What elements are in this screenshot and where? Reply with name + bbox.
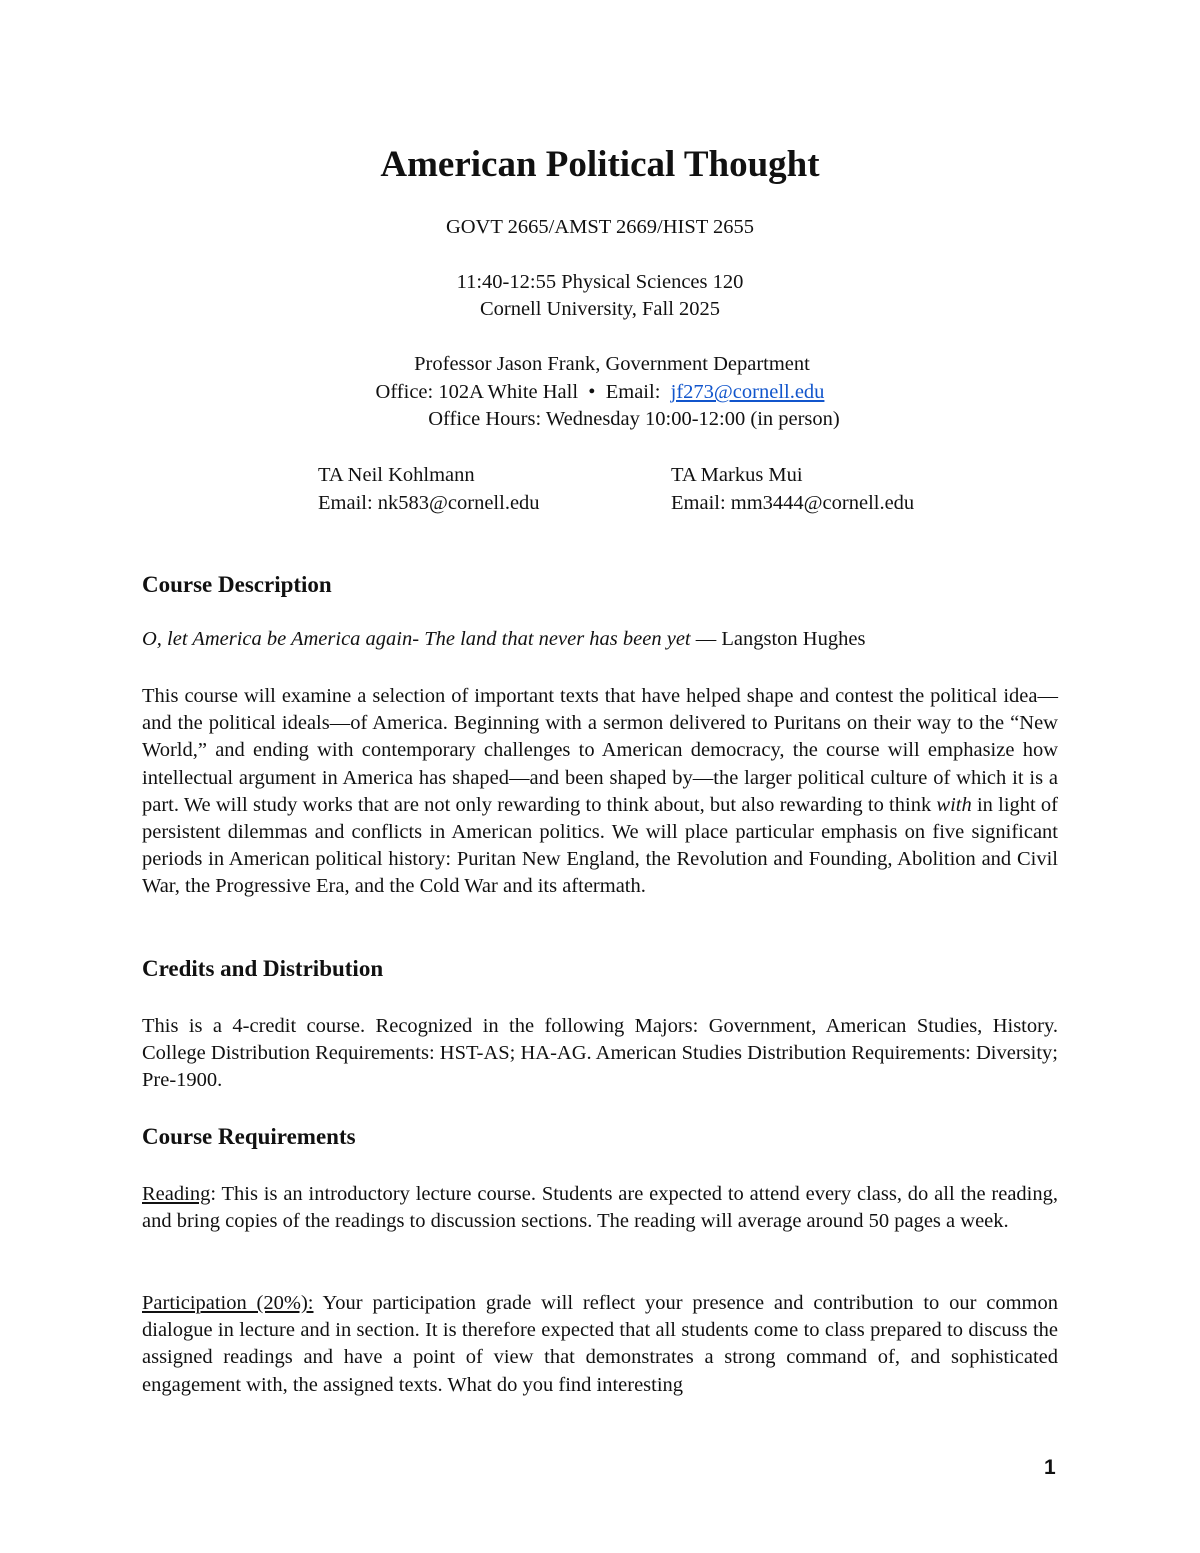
page-title: American Political Thought <box>380 144 820 185</box>
course-codes: GOVT 2665/AMST 2669/HIST 2655 <box>445 216 755 238</box>
participation-label: Participation (20%): <box>142 1292 314 1314</box>
credits-heading: Credits and Distribution <box>142 956 384 981</box>
course-description-heading: Course Description <box>142 572 332 597</box>
ta2-name: TA Markus Mui <box>671 464 803 486</box>
epigraph-quote: O, let America be America again- The land that never has been yet <box>142 628 691 650</box>
university-term: Cornell University, Fall 2025 <box>479 298 721 320</box>
description-part2: in light of persistent dilemmas and conflicts in American politics. We will place particular emphasis on five significant periods in American political history: Puritan New England, the Revolution and Founding, Abolition and Civil War, the Progressive Era, and the Cold War and its aftermath. <box>142 793 1059 898</box>
office-email-line <box>0 381 1200 404</box>
page-number: 1 <box>1044 1456 1056 1479</box>
ta2-email: Email: mm3444@cornell.edu <box>671 492 915 514</box>
reading-text: : This is an introductory lecture course. Students are expected to attend every class, do all the reading, and bring copies of the readings to discussion sections. The reading will average around 50 pages a week. <box>142 1183 1058 1233</box>
ta1-email: Email: nk583@cornell.edu <box>318 492 540 514</box>
epigraph-author: — Langston Hughes <box>690 628 866 650</box>
ta-markus-block <box>671 461 914 517</box>
office-text: Office: 102A White Hall <box>375 381 579 403</box>
bullet-icon: • <box>588 381 596 403</box>
ta1-name: TA Neil Kohlmann <box>318 464 475 486</box>
email-label: Email: <box>605 381 661 403</box>
requirements-heading: Course Requirements <box>142 1124 356 1149</box>
reading-requirement <box>142 1181 1058 1235</box>
office-hours: Office Hours: Wednesday 10:00-12:00 (in person) <box>428 408 840 430</box>
ta-neil-block <box>318 461 540 517</box>
credits-text: This is a 4-credit course. Recognized in the following Majors: Government, American Studies, History. College Distribution Requirements: HST-AS; HA-AG. American Studies Distribution Requirements: Diversity; Pre-1900. <box>142 1015 1058 1092</box>
course-description-text <box>142 683 1058 901</box>
professor-line: Professor Jason Frank, Government Department <box>414 353 810 375</box>
professor-email-link[interactable]: jf273@cornell.edu <box>670 381 825 403</box>
participation-requirement <box>142 1290 1058 1399</box>
description-part1: This course will examine a selection of important texts that have helped shape and contest the political idea—and the political ideals—of America. Beginning with a sermon delivered to Puritans on their way to the “New World,” and ending with contemporary challenges to American democracy, the course will emphasize how intellectual argument in America has shaped—and been shaped by—the larger political culture of which it is a part. We will study works that are not only rewarding to think about, but also rewarding to think <box>142 685 1058 816</box>
time-location: 11:40-12:55 Physical Sciences 120 <box>456 271 744 293</box>
epigraph <box>142 628 865 651</box>
reading-label: Reading <box>142 1183 211 1205</box>
participation-text: Your participation grade will reflect your presence and contribution to our common dialogue in lecture and in section. It is therefore expected that all students come to class prepared to discuss the assigned readings and have a point of view that demonstrates a strong command of, and sophisticated engagement with, the assigned texts. What do you find interesting <box>142 1292 1058 1396</box>
description-italic: with <box>936 793 972 816</box>
